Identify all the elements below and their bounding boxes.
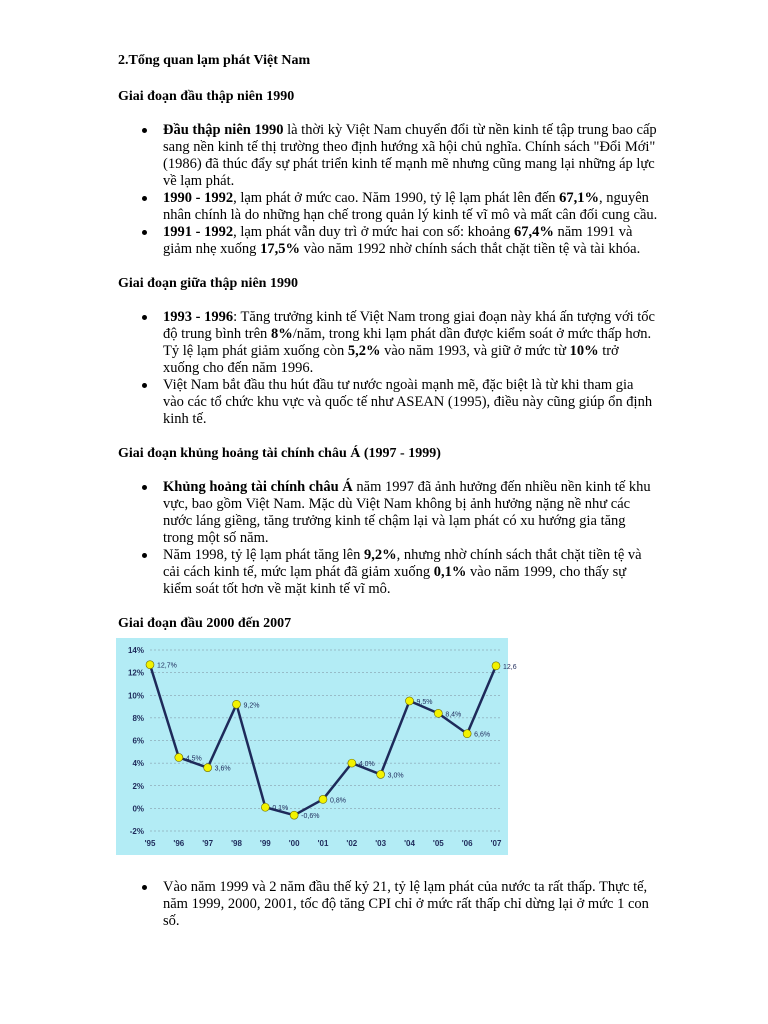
- bold-text: 0,1%: [433, 564, 467, 580]
- bold-text: 17,5%: [260, 241, 300, 257]
- section-heading: Giai đoạn đầu thập niên 1990: [118, 89, 295, 104]
- bullet-list: [118, 479, 658, 598]
- x-tick-label: '05: [432, 839, 444, 848]
- data-point: [204, 764, 212, 772]
- y-tick-label: 6%: [132, 736, 144, 746]
- section-heading: Giai đoạn đầu 2000 đến 2007: [118, 616, 292, 631]
- data-label: 8,4%: [445, 711, 462, 719]
- text-run: , nhưng nhờ chính sách thắt chặt tiền tệ và cải cách kinh tế, mức lạm phát đã giảm xuống: [163, 547, 642, 580]
- text-run: : Tăng trưởng kinh tế Việt Nam trong giai đoạn này khá ấn tượng với tốc độ trung bình trên: [163, 309, 655, 342]
- section-heading: Giai đoạn khủng hoảng tài chính châu Á (1997 - 1999): [118, 446, 441, 461]
- x-tick-label: '97: [202, 839, 214, 848]
- document-title: 2.Tổng quan lạm phát Việt Nam: [118, 53, 311, 68]
- text-run: , lạm phát vẫn duy trì ở mức hai con số: khoảng: [233, 224, 514, 240]
- data-point: [377, 770, 385, 778]
- list-item: [163, 190, 658, 224]
- sections: [118, 88, 658, 632]
- y-tick-label: 14%: [127, 646, 144, 655]
- x-tick-label: '96: [173, 839, 185, 848]
- text-run: /năm, trong khi lạm phát dần được kiểm soát ở mức thấp hơn. Tỷ lệ lạm phát giảm xuống còn: [163, 326, 652, 359]
- data-point: [175, 753, 183, 761]
- bold-text: Đầu thập niên 1990: [163, 122, 284, 138]
- x-tick-label: '00: [288, 839, 300, 848]
- data-label: 0,1%: [272, 805, 289, 813]
- data-point: [348, 759, 356, 767]
- bold-text: 9,2%: [363, 547, 397, 563]
- bold-text: 8%: [270, 326, 293, 342]
- data-point: [319, 795, 327, 803]
- text-run: vào năm 1999, cho thấy sự kiểm soát tốt hơn về mặt kinh tế vĩ mô.: [163, 564, 627, 597]
- y-tick-label: 2%: [132, 781, 144, 791]
- bold-text: 5,2%: [347, 343, 381, 359]
- bold-text: 10%: [569, 343, 599, 359]
- bold-text: 67,1%: [559, 190, 599, 206]
- x-tick-label: '95: [144, 839, 156, 848]
- after-chart-list: [118, 879, 658, 930]
- y-tick-label: 12%: [127, 668, 144, 678]
- document-page: [118, 52, 658, 947]
- data-point: [261, 803, 269, 811]
- y-tick-label: 0%: [132, 804, 144, 814]
- bold-text: 1990 - 1992: [163, 190, 234, 206]
- data-point: [434, 709, 442, 717]
- text-run: Vào năm 1999 và 2 năm đầu thế kỷ 21, tỷ lệ lạm phát của nước ta rất thấp. Thực tế, năm 1999, 2000, 2001, tốc độ tăng CPI chỉ ở mức rất thấp chỉ dừng lại ở mức 1 con số.: [163, 879, 649, 929]
- list-item: [163, 122, 658, 190]
- data-label: 0,8%: [330, 797, 346, 805]
- list-item: [163, 479, 658, 547]
- data-label: 3,0%: [387, 772, 404, 780]
- x-tick-label: '99: [259, 839, 271, 848]
- bold-text: 1993 - 1996: [163, 309, 234, 325]
- text-run: vào năm 1993, và giữ ở mức từ: [380, 343, 570, 359]
- list-item: [163, 879, 658, 930]
- list-item: [163, 224, 658, 258]
- data-label: 6,6%: [474, 731, 491, 739]
- bold-text: Khủng hoảng tài chính châu Á: [163, 479, 353, 495]
- list-item: [163, 377, 658, 428]
- data-label: 12,7%: [157, 662, 177, 670]
- series-line: [150, 662, 496, 815]
- bold-text: 1991 - 1992: [163, 224, 234, 240]
- text-run: năm 1991 và giảm nhẹ xuống: [163, 224, 633, 257]
- data-point: [463, 730, 471, 738]
- text-run: năm 1997 đã ảnh hưởng đến nhiều nền kinh tế khu vực, bao gồm Việt Nam. Mặc dù Việt Nam không bị ảnh hưởng nặng nề như các nước láng giềng, tăng trưởng kinh tế chậm lại và lạm phát có xu hướng gia tăng trong một số năm.: [163, 479, 651, 546]
- data-label: 4,0%: [358, 761, 375, 769]
- y-tick-label: 4%: [132, 759, 144, 769]
- x-tick-label: '02: [346, 839, 358, 848]
- data-label: 9,5%: [416, 698, 433, 706]
- data-point: [406, 697, 414, 705]
- list-item: [163, 547, 658, 598]
- data-label: 3,6%: [214, 765, 231, 773]
- x-tick-label: '06: [461, 839, 473, 848]
- text-run: trở xuống cho đến năm 1996.: [163, 343, 619, 376]
- x-tick-label: '03: [375, 839, 387, 848]
- section-heading: Giai đoạn giữa thập niên 1990: [118, 276, 298, 291]
- y-tick-label: -2%: [129, 827, 144, 836]
- inflation-line-chart: [116, 638, 517, 855]
- data-label: 4,5%: [185, 755, 202, 763]
- data-point: [146, 661, 154, 669]
- bullet-list: [118, 309, 658, 428]
- inflation-chart: [116, 638, 517, 855]
- data-label: 12,6: [503, 663, 517, 671]
- data-point: [290, 811, 298, 819]
- x-tick-label: '04: [404, 839, 415, 848]
- data-point: [492, 662, 500, 670]
- text-run: , lạm phát ở mức cao. Năm 1990, tỷ lệ lạm phát lên đến: [233, 190, 560, 206]
- text-run: , nguyên nhân chính là do những hạn chế trong quản lý kinh tế vĩ mô và mất cân đối cung cầu.: [163, 190, 658, 223]
- text-run: Việt Nam bắt đầu thu hút đầu tư nước ngoài mạnh mẽ, đặc biệt là từ khi tham gia vào các tổ chức khu vực và quốc tế như ASEAN (1995), điều này cũng giúp ổn định kinh tế.: [163, 377, 653, 427]
- text-run: là thời kỳ Việt Nam chuyển đổi từ nền kinh tế tập trung bao cấp sang nền kinh tế thị trường theo định hướng xã hội chủ nghĩa. Chính sách "Đổi Mới" (1986) đã thúc đẩy sự phát triển kinh tế mạnh mẽ nhưng cũng mang lại những áp lực về lạm phát.: [163, 122, 657, 189]
- x-tick-label: '01: [317, 839, 329, 848]
- text-run: vào năm 1992 nhờ chính sách thắt chặt tiền tệ và tài khóa.: [299, 241, 641, 257]
- data-label: 9,2%: [243, 702, 260, 710]
- text-run: Năm 1998, tỷ lệ lạm phát tăng lên: [163, 547, 364, 563]
- data-label: -0,6%: [301, 813, 320, 821]
- x-tick-label: '98: [231, 839, 242, 848]
- x-tick-label: '07: [490, 839, 502, 848]
- bullet-list: [118, 122, 658, 258]
- bold-text: 67,4%: [514, 224, 554, 240]
- y-tick-label: 8%: [132, 713, 144, 723]
- list-item: [163, 309, 658, 377]
- data-point: [233, 700, 241, 708]
- y-tick-label: 10%: [127, 691, 144, 701]
